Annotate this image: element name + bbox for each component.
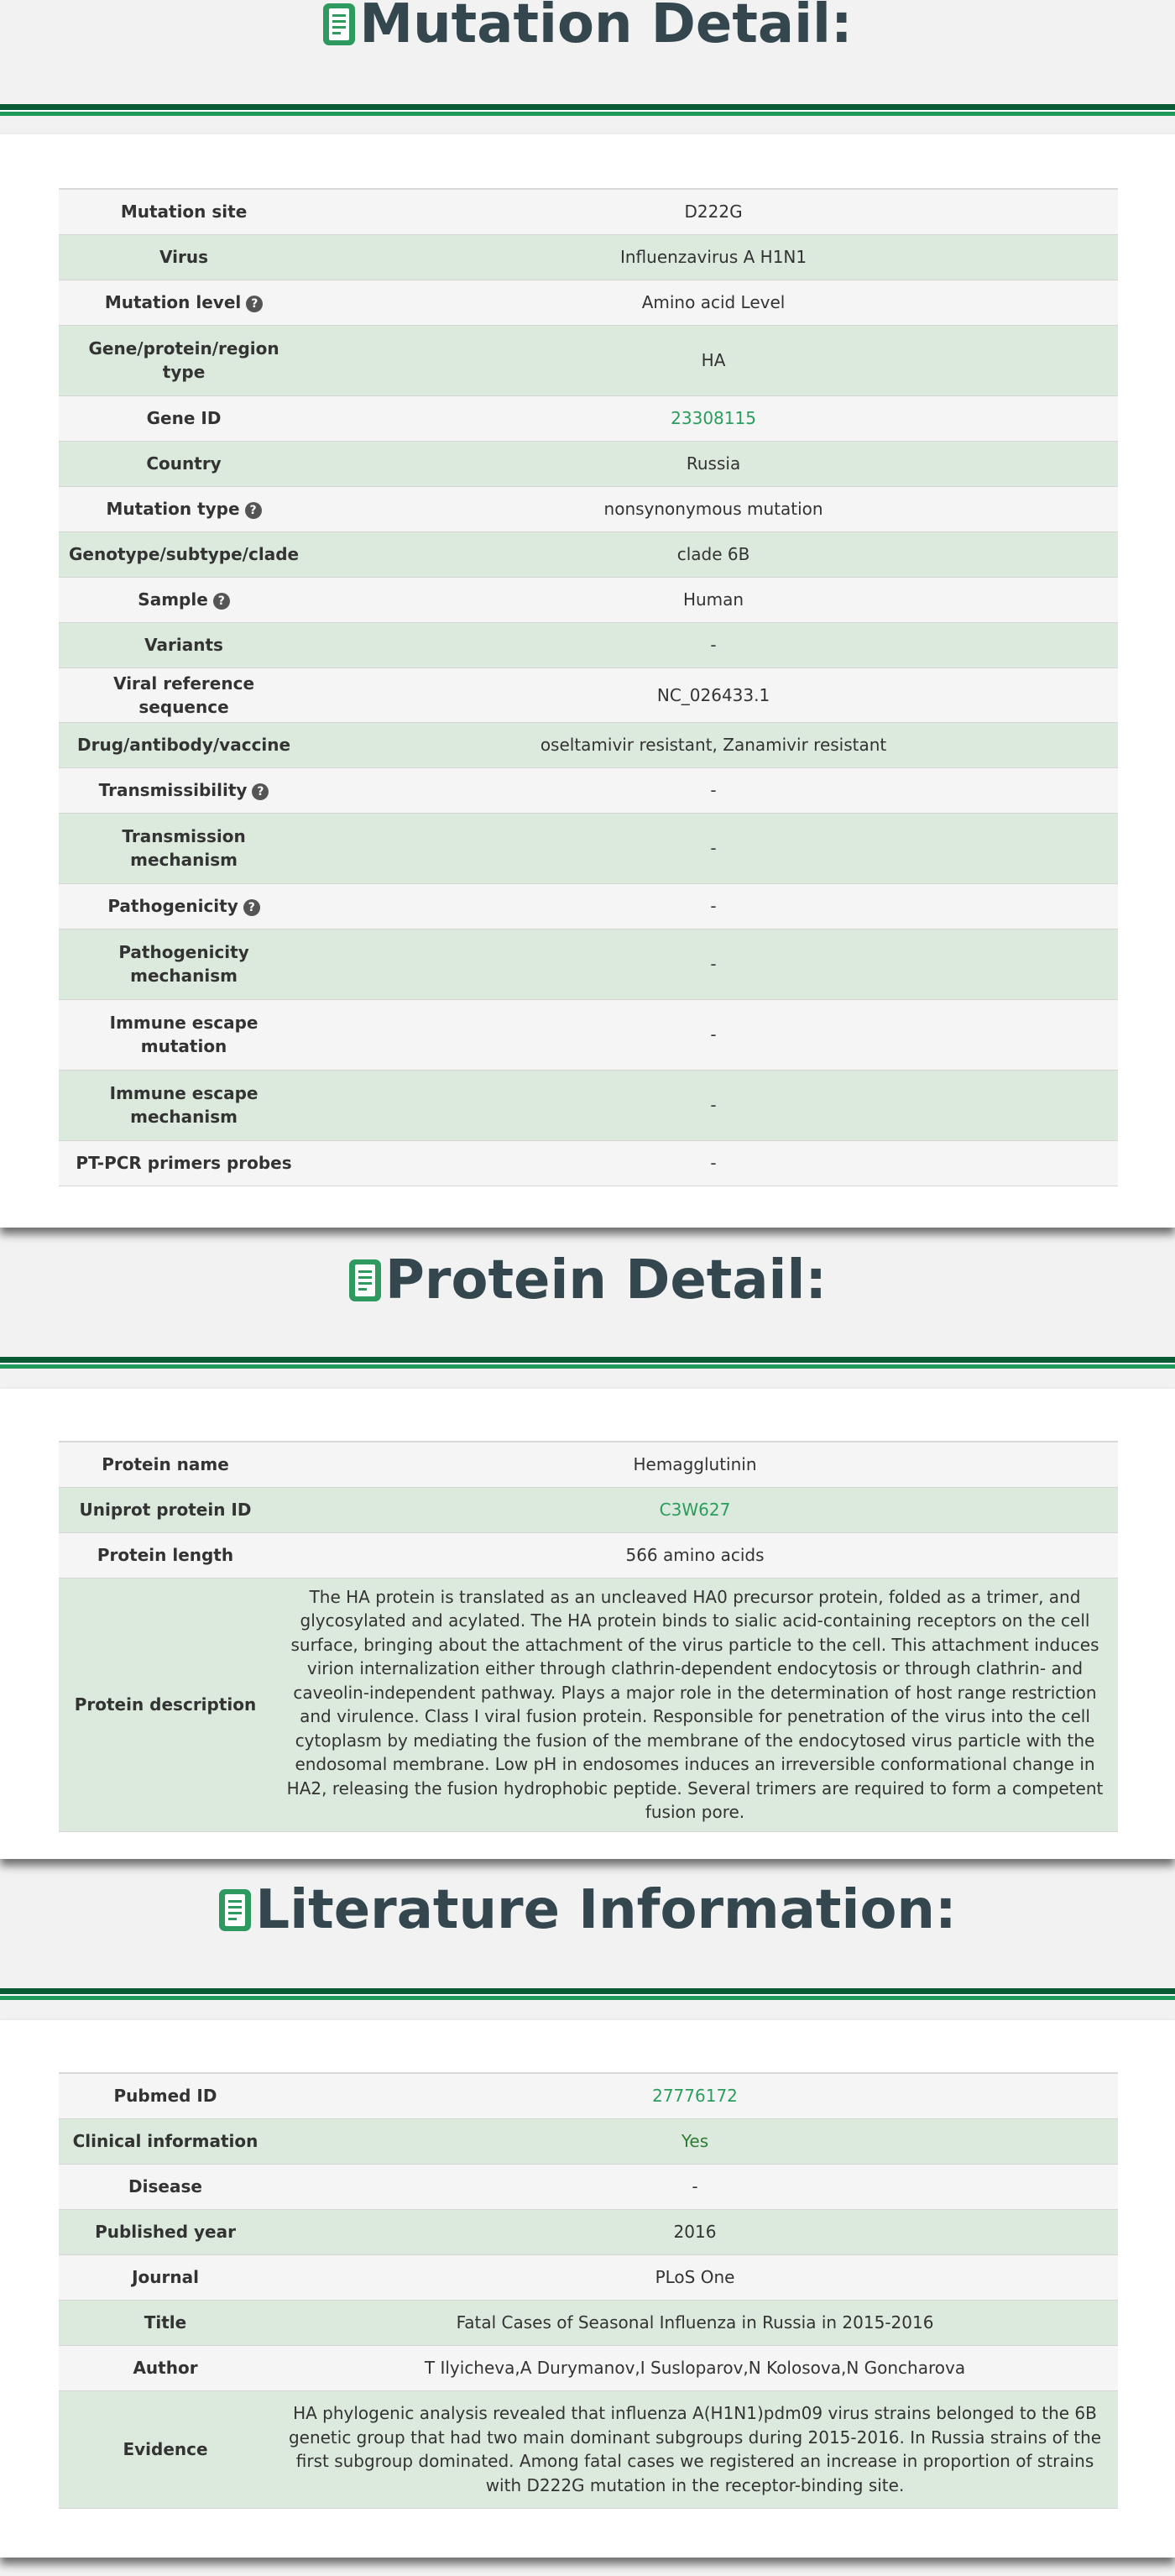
mutation-section-header — [0, 0, 1175, 102]
row-value-cell — [309, 486, 1118, 531]
row-value: HA phylogenic analysis revealed that influenza A(H1N1)pdm09 virus strains belonged to the 6B genetic group that had two main dominant subgroups during 2015-2016. In Russia strains of the first subgroup dominated. Among fatal cases we registered an increase in proportion of strains with D222G mutation in the receptor-binding site. — [288, 2403, 1102, 2495]
row-value-cell — [272, 2390, 1118, 2508]
table-row — [59, 1442, 1118, 1487]
row-label: Variants — [144, 635, 223, 655]
table-row — [59, 1487, 1118, 1532]
row-label: PT-PCR primers probes — [76, 1153, 292, 1173]
section-divider — [0, 104, 1175, 116]
row-value: - — [710, 635, 717, 655]
row-value: HA — [701, 350, 726, 370]
row-label-cell — [59, 234, 309, 280]
row-label-cell — [59, 1578, 272, 1831]
row-label-cell — [59, 2073, 272, 2118]
table-row — [59, 2209, 1118, 2254]
row-label-cell — [59, 280, 309, 325]
row-value: - — [710, 1153, 717, 1173]
row-label: Mutation type — [106, 499, 240, 519]
row-label-cell — [59, 2345, 272, 2390]
table-row — [59, 2073, 1118, 2118]
protein-section-title — [0, 1249, 1175, 1312]
mutation-table — [59, 188, 1118, 1186]
row-label-cell — [59, 668, 309, 722]
table-row — [59, 2345, 1118, 2390]
row-label-cell — [59, 2254, 272, 2300]
row-label: Genotype/subtype/clade — [69, 544, 300, 564]
row-label-cell — [59, 722, 309, 767]
row-value: - — [710, 780, 717, 800]
row-value-cell — [272, 1487, 1118, 1532]
row-value: Fatal Cases of Seasonal Influenza in Russia in 2015-2016 — [456, 2312, 934, 2333]
literature-section-title — [0, 1879, 1175, 1941]
row-label: Drug/antibody/vaccine — [76, 735, 291, 755]
row-label: Uniprot protein ID — [79, 1500, 252, 1520]
row-label: Transmission mechanism — [122, 826, 246, 870]
row-value-cell — [309, 577, 1118, 622]
row-value: NC_026433.1 — [656, 684, 770, 705]
row-label: Pathogenicity — [107, 896, 238, 916]
table-row — [59, 622, 1118, 668]
row-label-cell — [59, 2390, 272, 2508]
literature-title-text: Literature Information: — [255, 1879, 957, 1941]
row-label-cell — [59, 2300, 272, 2345]
row-value-cell — [272, 2345, 1118, 2390]
row-label-cell — [59, 1442, 272, 1487]
help-icon[interactable]: ? — [246, 296, 263, 312]
row-value: Yes — [681, 2131, 709, 2151]
protein-section-header — [0, 1231, 1175, 1365]
row-label: Journal — [132, 2267, 199, 2287]
row-value-cell — [309, 883, 1118, 929]
help-icon[interactable]: ? — [245, 502, 262, 519]
table-row — [59, 234, 1118, 280]
mutation-title-text: Mutation Detail: — [359, 0, 853, 55]
row-label: Protein description — [74, 1694, 257, 1715]
row-value-cell — [309, 441, 1118, 486]
row-value: T Ilyicheva,A Durymanov,I Susloparov,N Kolosova,N Goncharova — [424, 2358, 966, 2378]
row-value: The HA protein is translated as an uncleaved HA0 precursor protein, folded as a trimer, and glycosylated and acylated. The HA protein binds to sialic acid-containing receptors on the cell surface, bringing about the attachment of the virus particle to the cell. This attachment induces virion internalization either through clathrin-dependent endocytosis or through clathrin- and caveolin-independent pathway. Plays a major role in the determination of host range restriction and virulence. Class I viral fusion protein. Responsible for penetration of the virus into the cell cytoplasm by mediating the fusion of the membrane of the endocytosed virus particle with the endosomal membrane. Low pH in endosomes induces an irreversible conformational change in HA2, releasing the fusion hydrophobic peptide. Several trimers are required to form a competent fusion pore. — [286, 1586, 1104, 1822]
row-label: Gene ID — [146, 408, 222, 428]
row-value-cell — [272, 1532, 1118, 1578]
row-value-cell — [309, 622, 1118, 668]
row-label: Immune escape mechanism — [109, 1083, 258, 1127]
row-label: Disease — [128, 2176, 202, 2196]
row-value: 566 amino acids — [625, 1545, 765, 1565]
row-label-cell — [59, 189, 309, 234]
row-value-cell — [272, 2300, 1118, 2345]
row-label: Author — [133, 2358, 198, 2378]
row-label: Immune escape mutation — [109, 1013, 258, 1056]
row-value-cell — [309, 929, 1118, 999]
row-value-cell — [272, 1442, 1118, 1487]
table-row — [59, 999, 1118, 1070]
row-value: 2016 — [673, 2222, 717, 2242]
row-label: Transmissibility — [98, 780, 248, 800]
row-value-cell — [309, 325, 1118, 395]
table-row — [59, 1532, 1118, 1578]
external-id-link[interactable]: C3W627 — [659, 1500, 731, 1520]
table-row — [59, 486, 1118, 531]
row-value: oseltamivir resistant, Zanamivir resistant — [540, 735, 887, 755]
protein-title-text: Protein Detail: — [385, 1249, 827, 1312]
row-value: Russia — [686, 453, 741, 474]
row-value-cell — [309, 999, 1118, 1070]
row-label-cell — [59, 1487, 272, 1532]
row-value: - — [710, 1024, 717, 1045]
table-row — [59, 929, 1118, 999]
table-row — [59, 813, 1118, 883]
row-label-cell — [59, 325, 309, 395]
document-icon — [322, 3, 356, 46]
table-row — [59, 2390, 1118, 2508]
row-value: Human — [682, 589, 744, 610]
literature-card — [0, 2020, 1175, 2558]
row-label: Virus — [159, 247, 209, 267]
section-divider — [0, 1988, 1175, 2000]
table-row — [59, 395, 1118, 441]
row-label: Published year — [95, 2222, 236, 2242]
row-label-cell — [59, 767, 309, 813]
help-icon[interactable]: ? — [243, 899, 260, 916]
row-label: Protein name — [102, 1454, 229, 1475]
help-icon[interactable]: ? — [252, 783, 269, 800]
table-row — [59, 441, 1118, 486]
table-row — [59, 280, 1118, 325]
table-row — [59, 2164, 1118, 2209]
row-label-cell — [59, 929, 309, 999]
row-label-cell — [59, 577, 309, 622]
row-label-cell — [59, 999, 309, 1070]
table-row — [59, 1070, 1118, 1140]
table-row — [59, 2300, 1118, 2345]
row-value: - — [710, 954, 717, 974]
table-row — [59, 767, 1118, 813]
row-value-cell — [309, 395, 1118, 441]
row-label-cell — [59, 2118, 272, 2164]
row-value-cell — [309, 1070, 1118, 1140]
row-value: Amino acid Level — [641, 292, 786, 312]
row-label-cell — [59, 395, 309, 441]
row-value-cell — [272, 2254, 1118, 2300]
help-icon[interactable]: ? — [213, 593, 230, 610]
table-row — [59, 325, 1118, 395]
row-label-cell — [59, 441, 309, 486]
table-row — [59, 722, 1118, 767]
row-label: Pubmed ID — [113, 2086, 217, 2107]
row-value-cell — [309, 767, 1118, 813]
section-divider — [0, 1357, 1175, 1369]
row-label-cell — [59, 813, 309, 883]
row-label: Protein length — [97, 1545, 234, 1565]
protein-table — [59, 1441, 1118, 1832]
row-value: - — [710, 896, 717, 916]
row-label-cell — [59, 486, 309, 531]
row-value: D222G — [684, 202, 743, 223]
table-row — [59, 531, 1118, 577]
table-row — [59, 1578, 1118, 1831]
table-row — [59, 2118, 1118, 2164]
row-value-cell — [309, 813, 1118, 883]
table-row — [59, 2254, 1118, 2300]
document-icon — [348, 1259, 382, 1302]
row-value: nonsynonymous mutation — [603, 499, 823, 519]
row-value: PLoS One — [655, 2267, 735, 2287]
row-value-cell — [309, 722, 1118, 767]
row-value: clade 6B — [676, 544, 750, 564]
table-row — [59, 189, 1118, 234]
row-label-cell — [59, 1532, 272, 1578]
row-value-cell — [309, 234, 1118, 280]
mutation-section-title — [0, 0, 1175, 55]
row-label: Gene/protein/region type — [88, 338, 279, 382]
row-value-cell — [272, 2073, 1118, 2118]
row-label-cell — [59, 2164, 272, 2209]
table-row — [59, 883, 1118, 929]
row-label-cell — [59, 2209, 272, 2254]
mutation-card — [0, 134, 1175, 1228]
row-label: Pathogenicity mechanism — [118, 942, 249, 986]
row-value: Influenzavirus A H1N1 — [619, 247, 807, 267]
literature-section-header — [0, 1862, 1175, 1997]
row-value-cell — [309, 280, 1118, 325]
row-label: Viral reference sequence — [113, 673, 255, 717]
row-value: - — [692, 2176, 698, 2196]
literature-table — [59, 2072, 1118, 2509]
row-label: Mutation site — [120, 202, 248, 223]
row-label: Evidence — [123, 2439, 208, 2459]
row-value-cell — [309, 531, 1118, 577]
row-value: Hemagglutinin — [633, 1454, 757, 1475]
row-label-cell — [59, 883, 309, 929]
document-icon — [218, 1888, 252, 1932]
row-value-cell — [272, 1578, 1118, 1831]
row-value-cell — [309, 189, 1118, 234]
protein-card — [0, 1389, 1175, 1859]
table-row — [59, 1140, 1118, 1186]
row-value-cell — [272, 2209, 1118, 2254]
row-value-cell — [309, 1140, 1118, 1186]
row-label-cell — [59, 1070, 309, 1140]
row-label-cell — [59, 622, 309, 668]
row-label-cell — [59, 531, 309, 577]
external-id-link[interactable]: 27776172 — [652, 2086, 738, 2107]
table-row — [59, 577, 1118, 622]
row-label: Clinical information — [72, 2131, 258, 2151]
row-label: Country — [146, 453, 222, 474]
row-value-cell — [309, 668, 1118, 722]
table-row — [59, 668, 1118, 722]
row-value-cell — [272, 2118, 1118, 2164]
row-label-cell — [59, 1140, 309, 1186]
row-value-cell — [272, 2164, 1118, 2209]
row-label: Title — [144, 2312, 187, 2333]
row-value: - — [710, 1095, 717, 1115]
row-value: - — [710, 838, 717, 858]
row-label: Sample — [138, 589, 208, 610]
row-label: Mutation level — [104, 292, 242, 312]
external-id-link[interactable]: 23308115 — [671, 408, 756, 428]
